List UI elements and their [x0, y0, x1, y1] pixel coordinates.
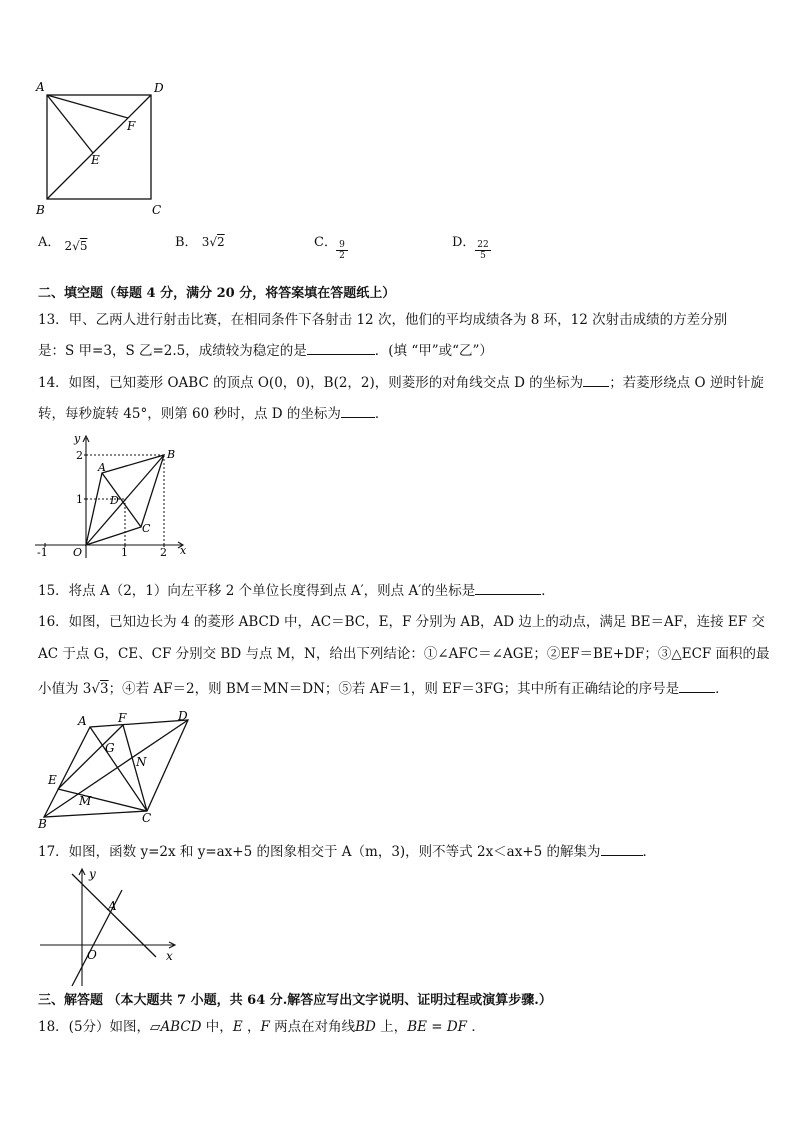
- q18-end: ．: [467, 1019, 485, 1035]
- fig17-point-a: A: [108, 899, 117, 913]
- fig14-tick-x2: 2: [160, 546, 167, 559]
- q16-line3a: 小值为 3: [38, 681, 92, 697]
- q16-blank[interactable]: [679, 680, 715, 693]
- choice-d-num: 22: [475, 240, 491, 251]
- fig12-label-e: E: [91, 153, 100, 167]
- choice-a-letter: A．: [38, 235, 61, 250]
- rhombus-coordinate-figure: [30, 428, 195, 560]
- q15-blank[interactable]: [475, 582, 541, 595]
- q14-line1: [38, 374, 764, 392]
- choice-d-fraction: [475, 240, 491, 261]
- q14-line2a: 转，每秒旋转 45°，则第 60 秒时，点 D 的坐标为: [38, 406, 341, 422]
- fig12-label-c: C: [152, 203, 162, 217]
- fig14-point-b: B: [167, 448, 176, 461]
- fig17-y-label: y: [89, 867, 96, 881]
- q18-prefix: 18．(5分）如图，: [38, 1019, 151, 1035]
- q14-blank2[interactable]: [341, 405, 375, 418]
- rhombus-abcd-figure: [30, 710, 200, 835]
- q14-line1b: ；若菱形绕点 O 逆时针旋: [609, 375, 764, 391]
- choice-c-fraction: [336, 240, 348, 261]
- choice-b-rad: 2: [217, 235, 225, 249]
- q17-blank[interactable]: [601, 843, 643, 856]
- fig14-origin: O: [73, 546, 83, 559]
- q18-mid3: 上，: [375, 1019, 408, 1035]
- q18-bd: BD: [355, 1019, 376, 1035]
- parallelogram-symbol: ▱: [150, 1019, 161, 1035]
- fig14-tick-x1: 1: [121, 546, 128, 559]
- q14-blank1[interactable]: [583, 374, 609, 387]
- q18-abcd: ABCD: [160, 1019, 202, 1035]
- section3-title: 三、解答题 （本大题共 7 小题，共 64 分.解答应写出文字说明、证明过程或演算步骤.）: [38, 993, 552, 1008]
- q16-line3c: ．: [715, 681, 729, 697]
- fig14-y-label: y: [74, 432, 81, 445]
- choice-c-letter: C．: [314, 235, 337, 250]
- choice-b-letter: B．: [175, 235, 198, 250]
- fig14-tick-y1: 1: [76, 493, 83, 506]
- q17-line: [38, 843, 656, 861]
- q16-line3-rad: 3: [100, 681, 109, 697]
- q18-mid2: 两点在对角线: [269, 1019, 356, 1035]
- choice-d-letter: D．: [452, 235, 476, 250]
- q13-line2: [38, 342, 493, 360]
- fig14-tick-y2: 2: [76, 449, 83, 462]
- fig16-label-n: N: [136, 755, 147, 769]
- q14-line1a: 14．如图，已知菱形 OABC 的顶点 O(0，0)，B(2，2)，则菱形的对角线交点 D 的坐标为: [38, 375, 584, 391]
- fig14-point-a: A: [98, 461, 106, 474]
- choice-c-num: 9: [336, 240, 348, 251]
- fig16-label-e: E: [48, 773, 57, 787]
- choice-a-rad: 5: [79, 239, 88, 253]
- choice-b: B． 3√2: [175, 235, 225, 250]
- q16-line3b: ；④若 AF＝2，则 BM＝MN＝DN；⑤若 AF＝1，则 EF＝3FG；其中所有正确结论的序号是: [108, 681, 680, 697]
- choice-a-coef: 2: [64, 239, 73, 253]
- q17-text-b: ．: [642, 844, 657, 860]
- choice-d-den: 5: [480, 251, 486, 261]
- square-figure: [30, 76, 180, 222]
- fig16-label-f: F: [118, 711, 127, 725]
- q14-line2b: ．: [374, 406, 389, 422]
- fig16-label-b: B: [38, 817, 47, 831]
- q15-line: [38, 582, 555, 600]
- q13-line1: 13．甲、乙两人进行射击比赛，在相同条件下各射击 12 次，他们的平均成绩各为 8 环，12 次射击成绩的方差分别: [38, 312, 728, 328]
- q18-f: F: [260, 1019, 270, 1035]
- fig17-x-label: x: [166, 949, 173, 963]
- choice-c-den: 2: [339, 251, 345, 261]
- fig12-label-b: B: [36, 203, 45, 217]
- fig16-label-m: M: [79, 794, 92, 808]
- q13-line2a: 是：S 甲=3，S 乙=2.5，成绩较为稳定的是: [38, 343, 307, 359]
- fig16-label-a: A: [78, 714, 87, 728]
- fig16-label-g: G: [105, 741, 115, 755]
- q15-text-b: ．: [541, 583, 555, 599]
- q16-line3: 小值为 3√3；④若 AF＝2，则 BM＝MN＝DN；⑤若 AF＝1，则 EF＝3FG；其中所有正确结论的序号是 ．: [38, 681, 729, 697]
- fig14-point-d: D: [110, 494, 119, 507]
- fig14-x-label: x: [180, 544, 187, 557]
- linear-functions-figure: [30, 864, 190, 992]
- fig12-label-a: A: [36, 80, 45, 94]
- q14-line2: [38, 405, 388, 423]
- fig17-origin: O: [87, 948, 97, 962]
- q15-text-a: 15．将点 A（2，1）向左平移 2 个单位长度得到点 A′，则点 A′的坐标是: [38, 583, 476, 599]
- fig14-tick-neg1: -1: [37, 546, 48, 559]
- q18-comma: ，: [242, 1019, 261, 1035]
- fig14-point-c: C: [142, 522, 151, 535]
- q18-mid1: 中，: [201, 1019, 233, 1035]
- q16-line2: AC 于点 G，CE、CF 分别交 BD 与点 M，N，给出下列结论：①∠AFC＝∠AGE；②EF＝BE+DF；③△ECF 面积的最: [38, 646, 770, 662]
- q13-line2b: ．(填 “甲”或“乙”）: [374, 343, 493, 359]
- q16-line1: 16．如图，已知边长为 4 的菱形 ABCD 中，AC＝BC，E，F 分别为 AB，AD 边上的动点，满足 BE＝AF，连接 EF 交: [38, 614, 765, 630]
- q13-blank[interactable]: [307, 342, 375, 355]
- choice-d: [452, 231, 475, 250]
- choice-c: [314, 231, 337, 250]
- fig12-label-d: D: [154, 81, 164, 95]
- q18-e: E: [232, 1019, 243, 1035]
- choice-a: A． 2√5: [38, 235, 88, 253]
- fig16-label-c: C: [142, 811, 152, 825]
- q18-line: [38, 1018, 485, 1036]
- q17-text-a: 17．如图，函数 y=2x 和 y=ax+5 的图象相交于 A（m，3)，则不等式 2x＜ax+5 的解集为: [38, 844, 601, 860]
- section2-title: 二、填空题（每题 4 分，满分 20 分，将答案填在答题纸上）: [38, 286, 396, 301]
- fig12-label-f: F: [127, 119, 136, 133]
- q18-eq: BE = DF: [407, 1019, 468, 1035]
- choice-b-coef: 3: [201, 235, 210, 249]
- fig16-label-d: D: [178, 710, 188, 723]
